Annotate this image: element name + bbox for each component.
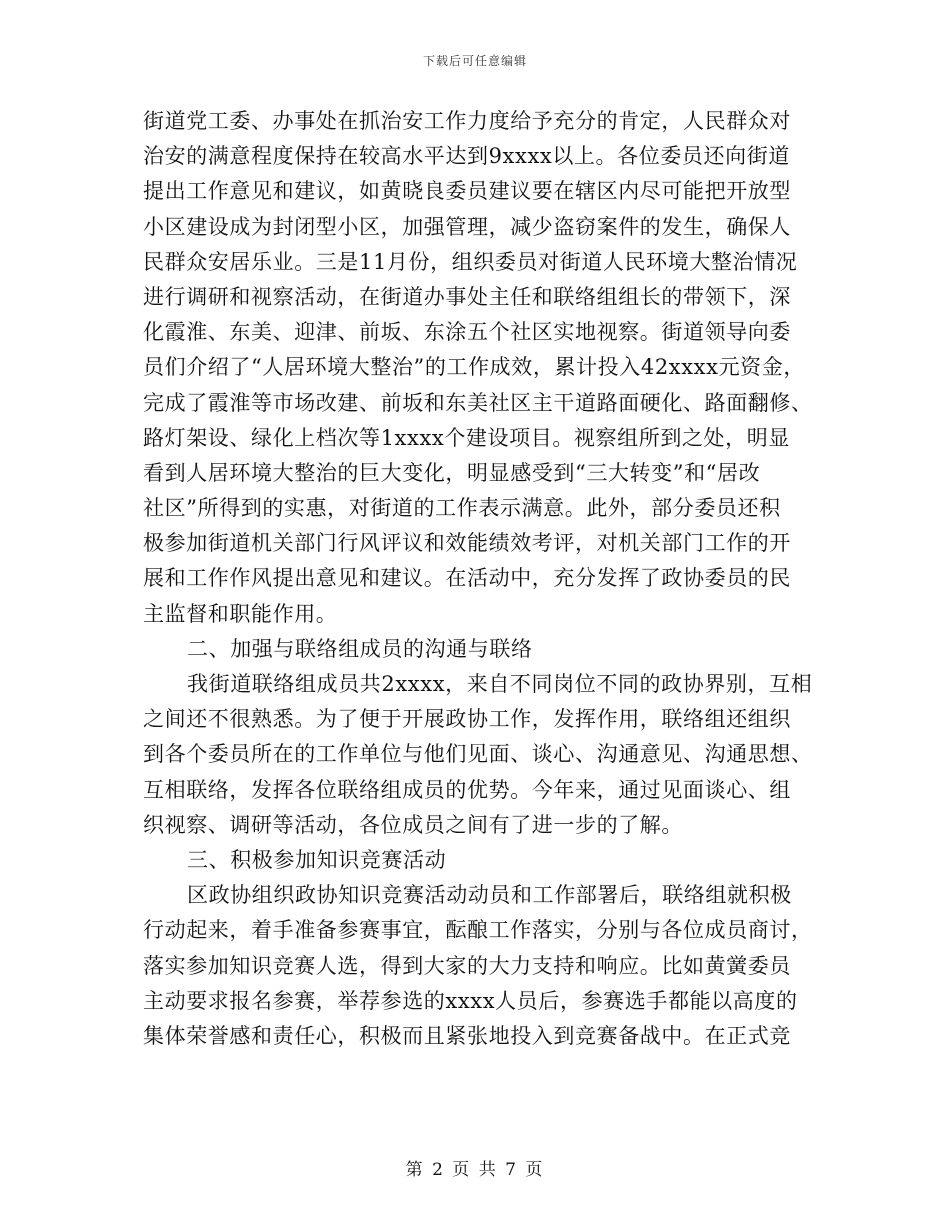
text-line: 之间还不很熟悉。为了便于开展政协工作，发挥作用，联络组还组织	[143, 707, 791, 732]
text-line: 主监督和职能作用。	[143, 601, 338, 626]
text-line: 治安的满意程度保持在较高水平达到9xxxx以上。各位委员还向街道	[143, 144, 790, 169]
text-line: 极参加街道机关部门行风评议和效能绩效考评，对机关部门工作的开	[143, 531, 791, 556]
text-line: 化霞淮、东美、迎津、前坂、东涂五个社区实地视察。街道领导向委	[143, 320, 791, 345]
text-line: 落实参加知识竞赛人选，得到大家的大力支持和响应。比如黄黉委员	[143, 953, 791, 978]
text-line: 行动起来，着手准备参赛事宜，酝酿工作落实，分别与各位成员商讨，	[143, 918, 813, 943]
text-line: 看到人居环境大整治的巨大变化，明显感受到“三大转变”和“居改	[143, 460, 761, 485]
text-line: 我街道联络组成员共2xxxx，来自不同岗位不同的政协界别，互相	[187, 672, 813, 696]
text-line: 完成了霞淮等市场改建、前坂和东美社区主干道路面硬化、路面翻修、	[143, 390, 813, 415]
text-line: 员们介绍了“人居环境大整治”的工作成效，累计投入42xxxx元资金，	[143, 355, 805, 380]
section-heading: 二、加强与联络组成员的沟通与联络	[187, 636, 533, 661]
text-line: 民群众安居乐业。三是11月份，组织委员对街道人民环境大整治情况	[143, 249, 798, 274]
text-line: 社区”所得到的实惠，对街道的工作表示满意。此外，部分委员还积	[143, 496, 781, 521]
text-line: 区政协组织政协知识竞赛活动动员和工作部署后，联络组就积极	[187, 883, 792, 908]
text-line: 街道党工委、办事处在抓治安工作力度给予充分的肯定，人民群众对	[143, 109, 791, 133]
header-note: 下载后可任意编辑	[422, 54, 527, 68]
text-line: 织视察、调研等活动，各位成员之间有了进一步的了解。	[143, 812, 683, 837]
text-line: 进行调研和视察活动，在街道办事处主任和联络组组长的带领下，深	[143, 284, 791, 309]
text-line: 主动要求报名参赛，举荐参选的xxxx人员后，参赛选手都能以高度的	[143, 988, 798, 1013]
text-line: 集体荣誉感和责任心，积极而且紧张地投入到竞赛备战中。在正式竞	[143, 1023, 791, 1048]
body-text	[143, 104, 813, 1054]
text-line: 互相联络，发挥各位联络组成员的优势。今年来，通过见面谈心、组	[143, 777, 791, 802]
text-line: 展和工作作风提出意见和建议。在活动中，充分发挥了政协委员的民	[143, 566, 791, 591]
text-line: 提出工作意见和建议，如黄晓良委员建议要在辖区内尽可能把开放型	[143, 179, 791, 204]
text-line: 路灯架设、绿化上档次等1xxxx个建设项目。视察组所到之处，明显	[143, 425, 790, 450]
section-heading: 三、积极参加知识竞赛活动	[187, 847, 447, 872]
text-line: 小区建设成为封闭型小区，加强管理，减少盗窃案件的发生，确保人	[143, 214, 791, 239]
page-number: 第 2 页 共 7 页	[405, 1160, 545, 1180]
text-line: 到各个委员所在的工作单位与他们见面、谈心、沟通意见、沟通思想、	[143, 742, 813, 767]
